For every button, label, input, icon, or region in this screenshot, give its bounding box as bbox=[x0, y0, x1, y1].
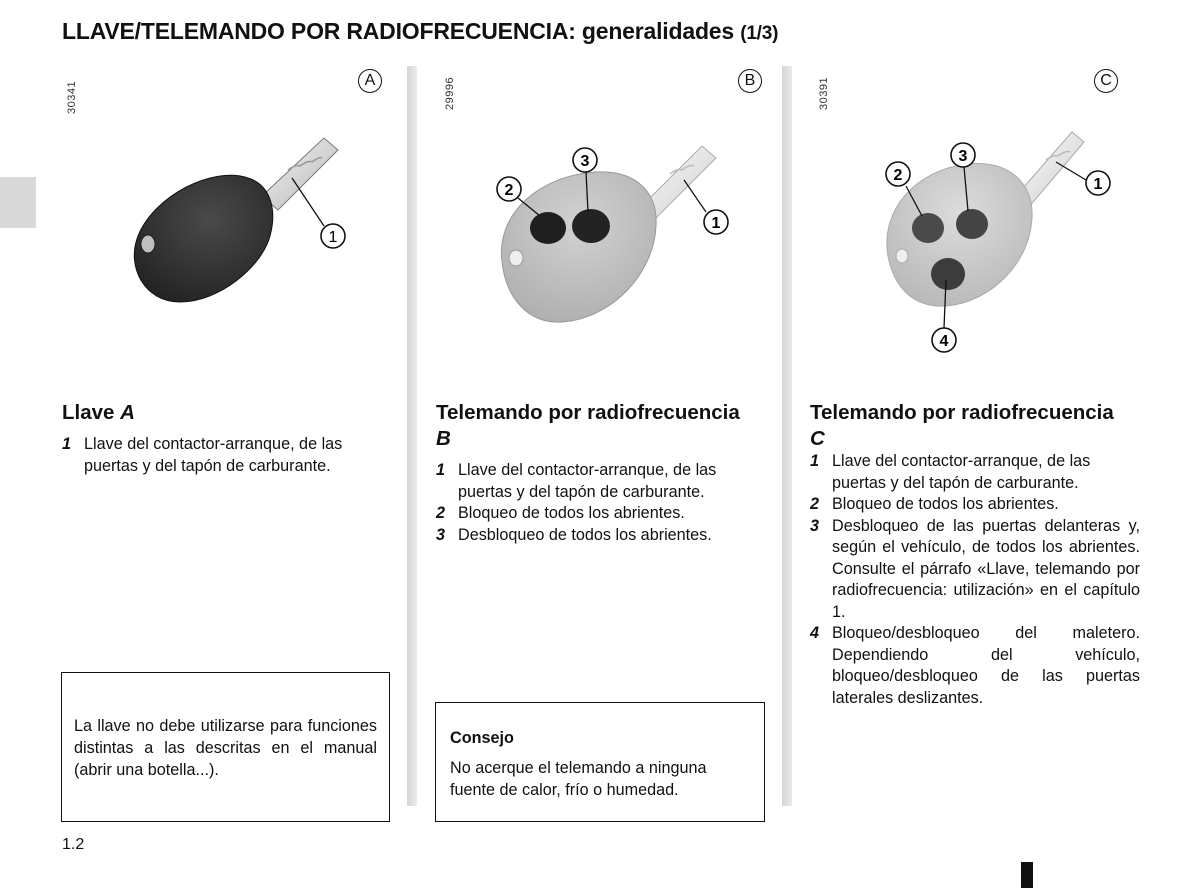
svg-text:2: 2 bbox=[504, 182, 514, 199]
figure-letter-badge: B bbox=[738, 69, 762, 93]
item-list-c bbox=[810, 451, 1140, 709]
svg-text:1: 1 bbox=[328, 229, 338, 246]
list-item: 1 Llave del contactor-arranque, de las puertas y del tapón de carburante. bbox=[62, 435, 343, 475]
remote-b-illustration bbox=[436, 66, 756, 386]
svg-text:4: 4 bbox=[939, 333, 949, 350]
figure-code: 29996 bbox=[444, 76, 456, 110]
page-indicator: (1/3) bbox=[740, 23, 779, 44]
key-a-illustration bbox=[62, 66, 382, 386]
column-divider-1 bbox=[407, 66, 417, 806]
button-4-trunk bbox=[931, 258, 965, 290]
column-divider-2 bbox=[782, 66, 792, 806]
button-3-unlock bbox=[572, 209, 610, 243]
figure-letter-badge: C bbox=[1094, 69, 1118, 93]
figure-code: 30341 bbox=[66, 80, 78, 114]
list-item: 3 Desbloqueo de todos los abrientes. bbox=[436, 525, 712, 544]
svg-text:3: 3 bbox=[958, 148, 968, 165]
svg-text:3: 3 bbox=[580, 153, 590, 170]
chapter-tab bbox=[0, 177, 36, 228]
list-item: 1 Llave del contactor-arranque, de las puertas y del tapón de carburante. bbox=[810, 452, 1091, 492]
item-list-b bbox=[436, 460, 766, 546]
figure-code: 30391 bbox=[818, 76, 830, 110]
list-item: 2 Bloqueo de todos los abrientes. bbox=[436, 504, 685, 522]
page-number: 1.2 bbox=[62, 836, 85, 853]
section-heading-remote-c: Telemando por radiofrecuencia C bbox=[810, 401, 1114, 450]
advice-text: No acerque el telemando a ninguna fuente de calor, frío o humedad. bbox=[450, 759, 707, 799]
figure-letter-badge: A bbox=[358, 69, 382, 93]
section-heading-remote-b: Telemando por radiofrecuencia B bbox=[436, 401, 740, 450]
list-item: 3 Desbloqueo de las puertas delanteras y, según el vehículo, de todos los abrientes. Consulte el párrafo «Llave, telemando por radiofrecuencia: utilización» en el capítulo 1. bbox=[810, 516, 1140, 621]
advice-box bbox=[435, 702, 765, 822]
button-3-unlock bbox=[956, 209, 988, 239]
key-ring-hole bbox=[141, 235, 155, 253]
figure-b bbox=[436, 66, 756, 386]
figure-a bbox=[62, 66, 382, 386]
svg-text:1: 1 bbox=[711, 215, 721, 232]
figure-c bbox=[810, 66, 1130, 386]
remote-c-illustration bbox=[810, 66, 1130, 386]
section-heading-key-a: Llave A bbox=[62, 401, 135, 424]
list-item: 1 Llave del contactor-arranque, de las puertas y del tapón de carburante. bbox=[436, 461, 717, 501]
page-title: LLAVE/TELEMANDO POR RADIOFRECUENCIA: generalidades (1/3) bbox=[62, 18, 779, 44]
svg-text:2: 2 bbox=[893, 167, 903, 184]
page-edge-marker bbox=[1021, 862, 1033, 888]
advice-title: Consejo bbox=[450, 729, 514, 747]
svg-text:1: 1 bbox=[1093, 176, 1103, 193]
list-item: 2 Bloqueo de todos los abrientes. bbox=[810, 495, 1059, 513]
warning-box: La llave no debe utilizarse para funciones distintas a las descritas en el manual (abrir una botella...). bbox=[61, 672, 390, 822]
list-item: 4 Bloqueo/desbloqueo del maletero. Dependiendo del vehículo, bloqueo/desbloqueo de las puertas laterales deslizantes. bbox=[810, 624, 1140, 707]
button-2-lock bbox=[912, 213, 944, 243]
button-2-lock bbox=[530, 212, 566, 244]
item-list-a bbox=[62, 434, 392, 477]
